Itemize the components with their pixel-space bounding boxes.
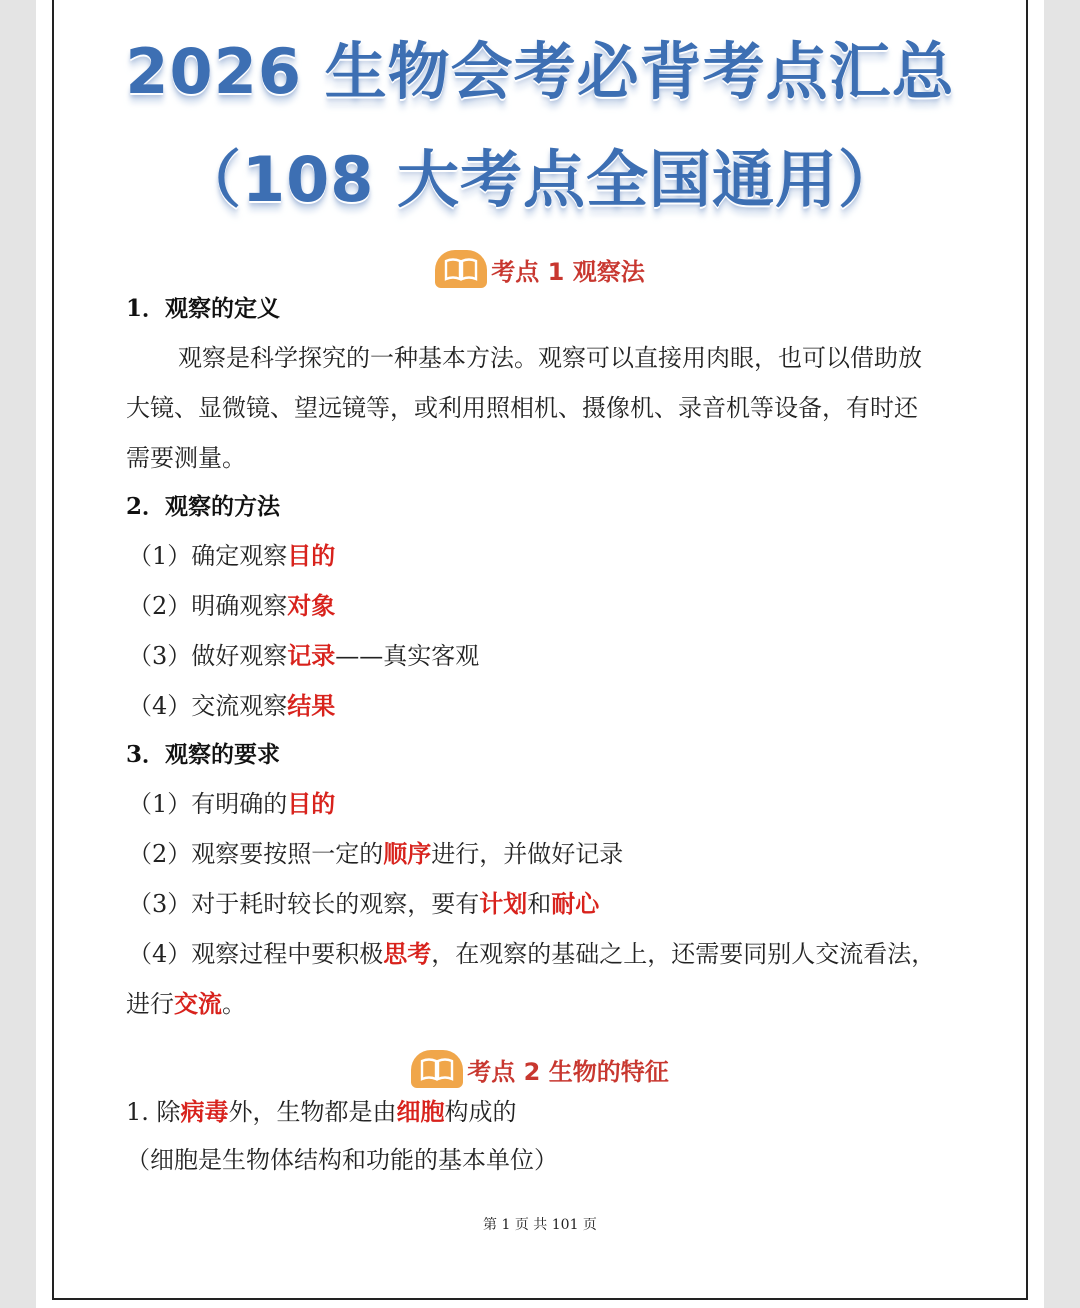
- list-item: （4）观察过程中要积极思考，在观察的基础之上，还需要同别人交流看法，: [128, 939, 936, 968]
- paragraph-line: 需要测量。: [126, 444, 246, 472]
- list-item: （1）有明确的目的: [128, 789, 336, 818]
- section-1-title: 考点 1 观察法: [491, 257, 645, 286]
- heading-definition: 1．观察的定义: [126, 295, 281, 322]
- heading-methods: 2．观察的方法: [126, 493, 281, 520]
- list-item: （3）对于耗时较长的观察，要有计划和耐心: [128, 889, 600, 918]
- section-2-title: 考点 2 生物的特征: [467, 1057, 669, 1086]
- list-item: （1）确定观察目的: [128, 541, 336, 570]
- page-number-footer: 第 1 页 共 101 页: [483, 1217, 597, 1233]
- list-item: （2）观察要按照一定的顺序进行，并做好记录: [128, 839, 624, 868]
- section-2-heading: [36, 1050, 1044, 1094]
- document-title: 2026 生物会考必背考点汇总: [125, 35, 955, 108]
- paragraph-line: 1. 除病毒外，生物都是由细胞构成的: [126, 1097, 517, 1126]
- paragraph-line: 大镜、显微镜、望远镜等，或利用照相机、摄像机、录音机等设备，有时还: [126, 394, 918, 422]
- open-book-icon: [411, 1050, 463, 1088]
- list-item-continuation: 进行交流。: [126, 989, 246, 1018]
- heading-requirements: 3．观察的要求: [126, 741, 281, 768]
- document-page: [36, 0, 1044, 1308]
- list-item: （2）明确观察对象: [128, 591, 336, 620]
- section-1-heading: [36, 250, 1044, 294]
- paragraph-line: 观察是科学探究的一种基本方法。观察可以直接用肉眼，也可以借助放: [178, 344, 922, 372]
- document-subtitle: （108 大考点全国通用）: [178, 143, 901, 216]
- paragraph-note: （细胞是生物体结构和功能的基本单位）: [126, 1146, 558, 1174]
- list-item: （3）做好观察记录——真实客观: [128, 641, 480, 670]
- list-item: （4）交流观察结果: [128, 691, 336, 720]
- open-book-icon: [435, 250, 487, 288]
